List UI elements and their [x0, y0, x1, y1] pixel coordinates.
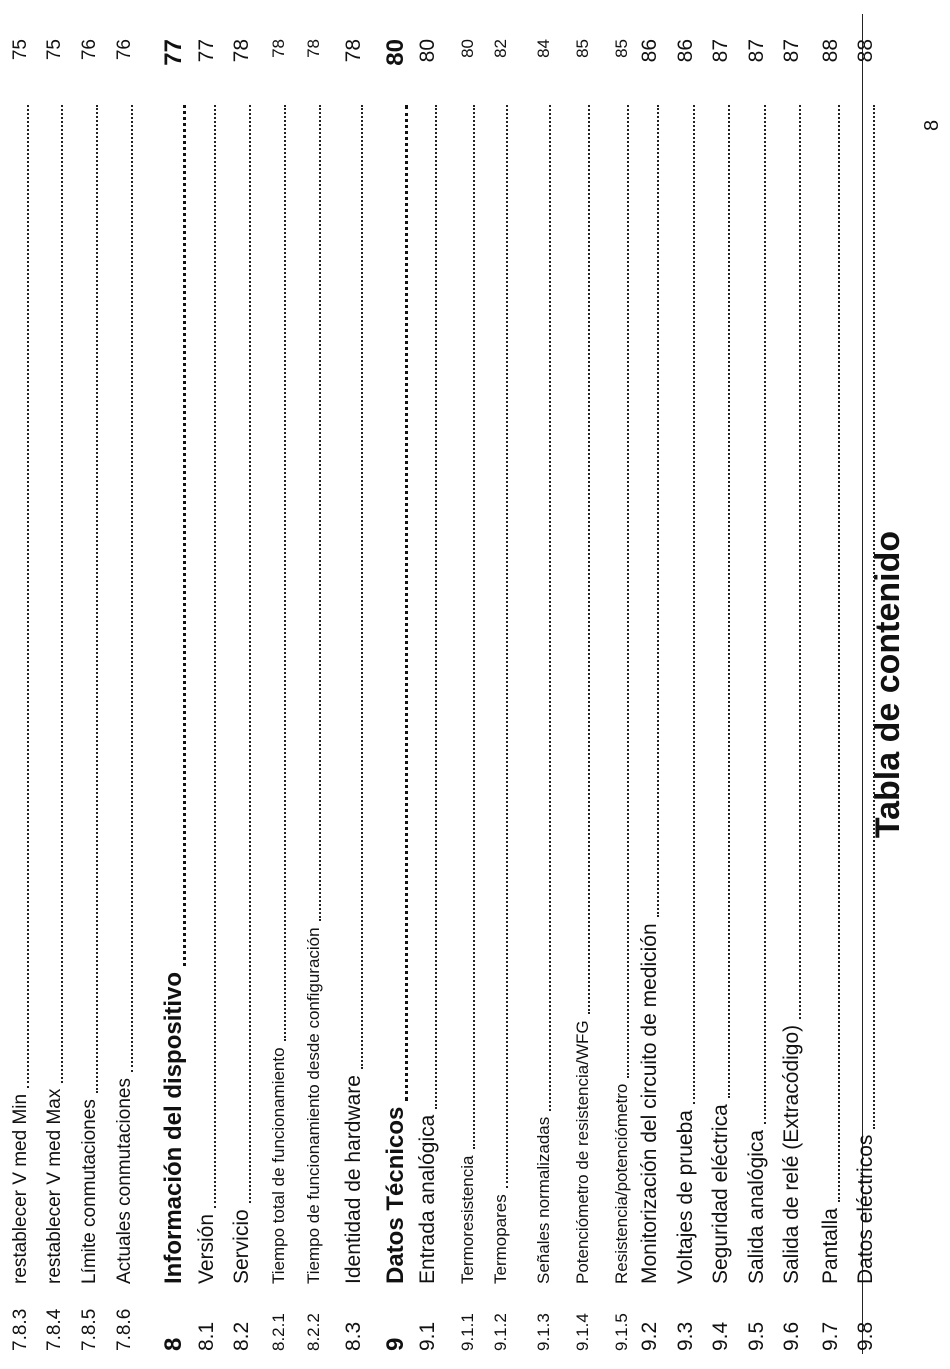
toc-entry-page: 80: [458, 39, 477, 58]
toc-entry-title: Termopares: [491, 1194, 510, 1284]
toc-leader-dots: [319, 105, 321, 921]
toc-entry-page: 86: [674, 39, 697, 63]
toc-entry-title: Pantalla: [819, 1208, 842, 1284]
toc-entry-page: 78: [342, 39, 365, 63]
toc-entry-number: 9.1: [416, 1321, 439, 1351]
toc-entry-title: Seguridad eléctrica: [709, 1104, 732, 1284]
toc-entry-number: 9.4: [709, 1321, 732, 1351]
page-title: Tabla de contenido: [869, 530, 907, 839]
toc-entry-number: 9.8: [854, 1321, 877, 1351]
toc-entry-number: 9.6: [780, 1321, 803, 1351]
toc-entry-title: Termoresistencia: [458, 1155, 477, 1284]
toc-leader-dots: [873, 105, 875, 1129]
toc-entry-page: 75: [44, 39, 65, 61]
toc-entry-page: 84: [534, 39, 553, 58]
toc-entry-title: Tiempo de funcionamiento desde configuración: [304, 927, 323, 1284]
toc-leader-dots: [249, 105, 251, 1203]
toc-entry-number: 8.3: [342, 1321, 365, 1351]
toc-entry-number: 8.2.2: [304, 1313, 323, 1351]
toc-leader-dots: [214, 105, 216, 1208]
toc-entry-page: 76: [114, 39, 135, 61]
toc-entry-number: 8: [160, 1337, 187, 1351]
toc-entry-page: 82: [491, 39, 510, 58]
toc-leader-dots: [549, 105, 551, 1111]
toc-entry-number: 7.8.4: [44, 1308, 65, 1351]
toc-entry-page: 87: [780, 39, 803, 63]
toc-entry-page: 77: [195, 39, 218, 63]
toc-entry-title: restablecer V med Min: [10, 1093, 31, 1284]
toc-entry-title: Servicio: [230, 1209, 253, 1284]
toc-entry-number: 9.2: [638, 1321, 661, 1351]
toc-entry-number: 7.8.3: [10, 1308, 31, 1351]
toc-leader-dots: [183, 105, 186, 966]
toc-entry-title: Salida de relé (Extracódigo): [780, 1024, 803, 1284]
toc-entry-title: Señales normalizadas: [534, 1116, 553, 1284]
toc-entry-title: Actuales conmutaciones: [114, 1078, 135, 1284]
toc-entry-page: 78: [269, 39, 288, 58]
toc-entry-number: 8.2.1: [269, 1313, 288, 1351]
toc-entry-number: 9.3: [674, 1321, 697, 1351]
toc-leader-dots: [627, 105, 629, 1078]
toc-leader-dots: [405, 105, 408, 1101]
toc-entry-page: 75: [10, 39, 31, 61]
toc-entry-title: Versión: [195, 1213, 218, 1284]
toc-entry-page: 78: [304, 39, 323, 58]
toc-entry-title: Datos eléctricos: [854, 1134, 877, 1284]
toc-entry-page: 76: [79, 39, 100, 61]
toc-entry-number: 9.1.4: [573, 1313, 592, 1351]
toc-entry-title: Resistencia/potenciómetro: [612, 1083, 631, 1284]
toc-entry-number: 8.2: [230, 1321, 253, 1351]
toc-entry-number: 9.1.2: [491, 1313, 510, 1351]
toc-leader-dots: [838, 105, 840, 1202]
toc-entry-page: 88: [854, 39, 877, 63]
toc-entry-page: 88: [819, 39, 842, 63]
toc-entry-number: 9.7: [819, 1321, 842, 1351]
toc-entry-number: 7.8.6: [114, 1308, 135, 1351]
toc-entry-title: Monitorización del circuito de medición: [638, 923, 661, 1284]
toc-entry-number: 9.1.5: [612, 1313, 631, 1351]
page-number: 8: [921, 119, 943, 131]
toc-entry-title: Voltajes de prueba: [674, 1110, 697, 1284]
toc-entry-number: 7.8.5: [79, 1308, 100, 1351]
toc-entry-page: 85: [573, 39, 592, 58]
toc-entry-title: Salida analógica: [745, 1129, 768, 1284]
toc-entry-number: 9.5: [745, 1321, 768, 1351]
toc-entry-title: Información del dispositivo: [160, 971, 187, 1284]
toc-leader-dots: [764, 105, 766, 1124]
toc-entry-page: 78: [230, 39, 253, 63]
toc-entry-page: 86: [638, 39, 661, 63]
toc-entry-page: 77: [160, 39, 187, 66]
toc-entry-number: 9: [382, 1337, 409, 1351]
toc-leader-dots: [588, 105, 590, 1014]
toc-leader-dots: [361, 105, 363, 1069]
toc-leader-dots: [284, 105, 286, 1041]
toc-entry-title: restablecer V med Max: [44, 1088, 65, 1284]
toc-leader-dots: [131, 105, 133, 1072]
toc-entry-title: Entrada analógica: [416, 1114, 439, 1284]
toc-leader-dots: [473, 105, 475, 1149]
toc-entry-title: Potenciómetro de resistencia/WFG: [573, 1020, 592, 1284]
toc-leader-dots: [96, 105, 98, 1093]
toc-entry-title: Límite conmutaciones: [79, 1099, 100, 1284]
toc-entry-number: 9.1.3: [534, 1313, 553, 1351]
toc-leader-dots: [728, 105, 730, 1098]
toc-leader-dots: [693, 105, 695, 1104]
toc-leader-dots: [27, 105, 29, 1088]
toc-leader-dots: [799, 105, 801, 1019]
toc-entry-title: Tiempo total de funcionamiento: [269, 1047, 288, 1284]
toc-entry-title: Identidad de hardware: [342, 1075, 365, 1284]
toc-entry-page: 85: [612, 39, 631, 58]
toc-entry-page: 87: [745, 39, 768, 63]
toc-entry-title: Datos Técnicos: [382, 1106, 409, 1284]
toc-entry-number: 9.1.1: [458, 1313, 477, 1351]
toc-leader-dots: [506, 105, 508, 1188]
toc-entry-number: 8.1: [195, 1321, 218, 1351]
toc-leader-dots: [61, 105, 63, 1083]
toc-leader-dots: [657, 105, 659, 917]
toc-entry-page: 87: [709, 39, 732, 63]
toc-entry-page: 80: [382, 39, 409, 66]
toc-leader-dots: [435, 105, 437, 1109]
toc-entry-page: 80: [416, 39, 439, 63]
